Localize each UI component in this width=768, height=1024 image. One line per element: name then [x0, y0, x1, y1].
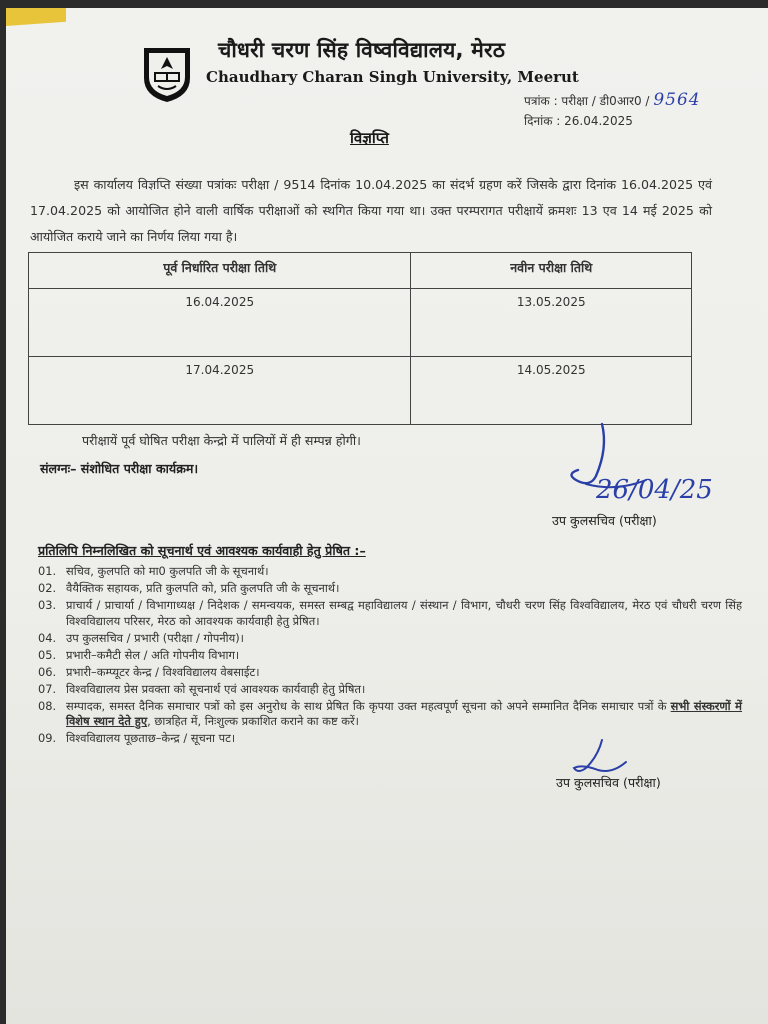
university-name-hindi: चौधरी चरण सिंह विष्वविद्यालय, मेरठ: [218, 38, 506, 62]
list-item: 07. विश्वविद्यालय प्रेस प्रवक्ता को सूचनार्थ एवं आवश्यक कार्यवाही हेतु प्रेषित।: [38, 681, 366, 696]
notice-document: [6, 8, 768, 1024]
list-item: 03. प्राचार्य / प्राचार्या / विभागाध्यक्ष / निदेशक / समन्वयक, समस्त सम्बद्व महाविद्यालय / संस्थान / विभाग, चौधरी चरण सिंह विश्वविद्यालय, मेरठ एवं चौधरी चरण सिंह विश्वविद्यालय परिसर, मेरठ को आवश्यक कार्यवाही हेतु प्रेषित।: [38, 598, 742, 628]
reference-number: [524, 90, 701, 110]
exam-centre-note: परीक्षायें पूर्व घोषित परीक्षा केन्द्रो में पालियों में ही सम्पन्न होगी।: [82, 433, 361, 448]
list-item: 02. वैयैक्तिक सहायक, प्रति कुलपति को, प्रति कुलपति जी के सूचनार्थ।: [38, 581, 340, 595]
header-old-date: पूर्व निर्धारित परीक्षा तिथि: [29, 253, 411, 289]
handwritten-date: 26/04/25: [596, 475, 713, 505]
signature-mark: [556, 418, 736, 508]
university-emblem-icon: [140, 42, 194, 104]
old-date-cell: 16.04.2025: [29, 289, 411, 357]
enclosure-line: संलग्नः– संशोधित परीक्षा कार्यक्रम।: [40, 461, 199, 476]
exam-dates-table: [28, 252, 692, 425]
list-item: 01. सचिव, कुलपति को मा0 कुलपति जी के सूचनार्थ।: [38, 564, 269, 578]
notice-date: दिनांक : 26.04.2025: [524, 114, 633, 128]
list-item: 06. प्रभारी–कम्प्यूटर केन्द्र / विश्वविद्यालय वेबसाईट।: [38, 664, 260, 679]
university-name-english: Chaudhary Charan Singh University, Meerut: [206, 68, 579, 86]
initials-mark: [568, 738, 638, 778]
yellow-corner-tab: [6, 8, 66, 26]
copy-signatory-designation: उप कुलसचिव (परीक्षा): [556, 775, 661, 790]
copy-to-heading: प्रतिलिपि निम्नलिखित को सूचनार्थ एवं आवश्यक कार्यवाही हेतु प्रेषित :–: [38, 543, 366, 558]
list-item: 04. उप कुलसचिव / प्रभारी (परीक्षा / गोपनीय)।: [38, 630, 244, 645]
notice-heading: विज्ञप्ति: [350, 129, 389, 147]
copy-to-list: [38, 564, 742, 748]
reference-label: पत्रांक : परीक्षा / डी0आर0 /: [524, 94, 650, 108]
list-item: 08. सम्पादक, समस्त दैनिक समाचार पत्रों को इस अनुरोध के साथ प्रेषित कि कृपया उक्त महत्वपूर्ण सूचना को अपने सम्मानित दैनिक समाचार पत्रों के सभी संस्करणों में विशेष स्थान देते हुए, छात्रहित में, निःशुल्क प्रकाशित कराने का कष्ट करें।: [38, 698, 742, 728]
table-header-row: [29, 253, 692, 289]
new-date-cell: 14.05.2025: [411, 357, 692, 425]
emphasized-text: सभी संस्करणों में विशेष स्थान देते हुए: [66, 698, 742, 728]
handwritten-reference: 9564: [653, 90, 701, 110]
new-date-cell: 13.05.2025: [411, 289, 692, 357]
old-date-cell: 17.04.2025: [29, 357, 411, 425]
list-item: 05. प्रभारी–कमैटी सेल / अति गोपनीय विभाग।: [38, 647, 240, 662]
table-row: [29, 357, 692, 425]
notice-paragraph: इस कार्यालय विज्ञप्ति संख्या पत्रांकः परीक्षा / 9514 दिनांक 10.04.2025 का संदर्भ ग्रहण करें जिसके द्वारा दिनांक 16.04.2025 एवं 17.04.2025 को आयोजित होने वाली वार्षिक परीक्षाओं को स्थगित किया गया था। उक्त परम्परागत परीक्षायें क्रमशः 13 एव 14 मई 2025 को आयोजित कराये जाने का निर्णय लिया गया है।: [30, 177, 712, 244]
table-row: [29, 289, 692, 357]
signatory-designation: उप कुलसचिव (परीक्षा): [552, 513, 657, 528]
list-item: 09. विश्वविद्यालय पूछताछ–केन्द्र / सूचना पट।: [38, 731, 236, 745]
header-new-date: नवीन परीक्षा तिथि: [411, 253, 692, 289]
